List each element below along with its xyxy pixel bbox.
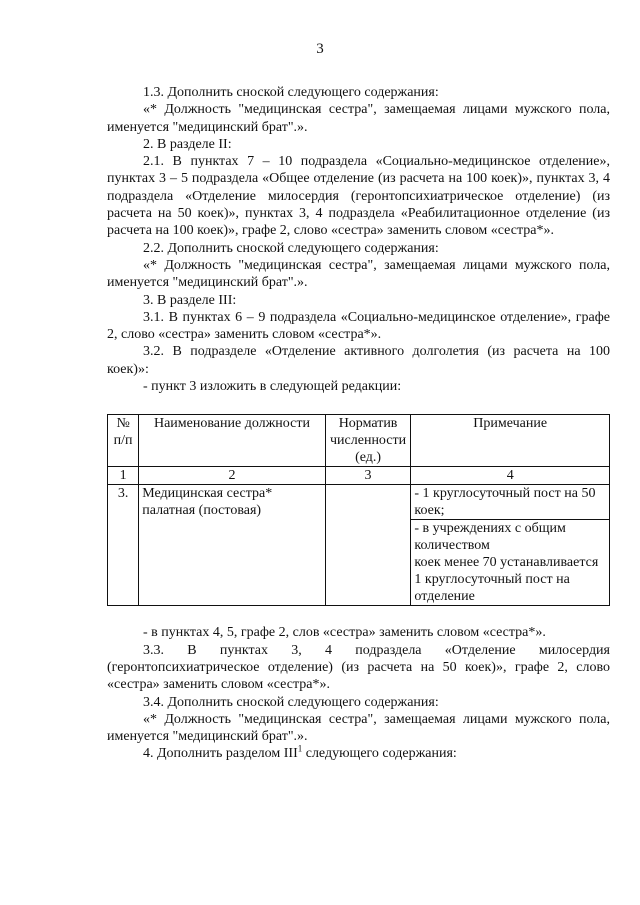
row-note	[411, 485, 610, 606]
paragraph-3-2: 3.2. В подразделе «Отделение активного долголетия (из расчета на 100 коек)»:	[107, 344, 610, 377]
note-line-4: 1 круглосуточный пост на отделение	[414, 572, 570, 605]
paragraph-2: 2. В разделе II:	[143, 136, 232, 152]
paragraph-item-3-intro: - пункт 3 изложить в следующей редакции:	[143, 379, 402, 395]
paragraph-2-2: 2.2. Дополнить сноской следующего содержания:	[143, 240, 439, 256]
paragraph-3-1: 3.1. В пунктах 6 – 9 подраздела «Социально-медицинское отделение», графе 2, слово «сестра» заменить словом «сестра*».	[107, 309, 610, 343]
row-num: 3.	[108, 485, 139, 606]
table-row	[108, 485, 610, 606]
page-number: 3	[316, 41, 324, 57]
paragraph-3-3: 3.3. В пунктах 3, 4 подраздела «Отделение милосердия (геронтопсихиатрическое отделение) (из расчета на 50 коек)», графе 2, слово «сестра» заменить словом «сестра*».	[107, 642, 610, 693]
row-position-name	[139, 485, 325, 606]
col-number-3: 3	[325, 467, 411, 485]
document-body	[107, 84, 610, 763]
paragraph-2-1: 2.1. В пунктах 7 – 10 подраздела «Социально-медицинское отделение», пунктах 3 – 5 подраздела «Общее отделение (из расчета на 100 коек)», пунктах 3, 4 подраздела «Отделение милосердия (геронтопсихиатрическое отделение) (из расчета на 50 коек)», пунктах 3, 4 подраздела «Реабилитационное отделение (из расчета на 100 коек)», графе 2, слово «сестра» заменить словом «сестра*».	[107, 154, 610, 239]
position-name-line-1: Медицинская сестра*	[142, 486, 273, 502]
col-number-2: 2	[139, 467, 325, 485]
header-norm: Норматив численности (ед.)	[325, 415, 411, 467]
col-number-4: 4	[411, 467, 610, 485]
paragraph-items-4-5: - в пунктах 4, 5, графе 2, слов «сестра» заменить словом «сестра*».	[143, 625, 546, 641]
table-header-row	[108, 415, 610, 467]
staffing-table	[107, 414, 610, 606]
paragraph-1-3: 1.3. Дополнить сноской следующего содержания:	[143, 85, 439, 100]
header-num: № п/п	[108, 415, 139, 467]
note-line-3: коек менее 70 устанавливается	[414, 555, 599, 571]
paragraph-4	[107, 745, 610, 762]
paragraph-4-tail: следующего содержания:	[302, 746, 457, 762]
paragraph-4-text: 4. Дополнить разделом III	[143, 746, 298, 762]
paragraph-3: 3. В разделе III:	[143, 292, 237, 308]
position-name-line-2: палатная (постовая)	[142, 503, 262, 519]
row-norm	[325, 485, 411, 606]
note-line-1: - 1 круглосуточный пост на 50 коек;	[411, 485, 609, 520]
col-number-1: 1	[108, 467, 139, 485]
header-name: Наименование должности	[139, 415, 325, 467]
paragraph-3-4: 3.4. Дополнить сноской следующего содержания:	[143, 694, 439, 710]
footnote-text-3: «* Должность "медицинская сестра", замещаемая лицами мужского пола, именуется "медицинский брат".».	[107, 711, 610, 745]
footnote-text-2: «* Должность "медицинская сестра", замещаемая лицами мужского пола, именуется "медицинский брат".».	[107, 257, 610, 291]
section-superscript: 1	[297, 743, 303, 754]
note-line-2: - в учреждениях с общим количеством	[414, 521, 566, 554]
footnote-text-1: «* Должность "медицинская сестра", замещаемая лицами мужского пола, именуется "медицинский брат".».	[107, 102, 610, 135]
header-note: Примечание	[411, 415, 610, 467]
table-column-numbers-row	[108, 467, 610, 485]
